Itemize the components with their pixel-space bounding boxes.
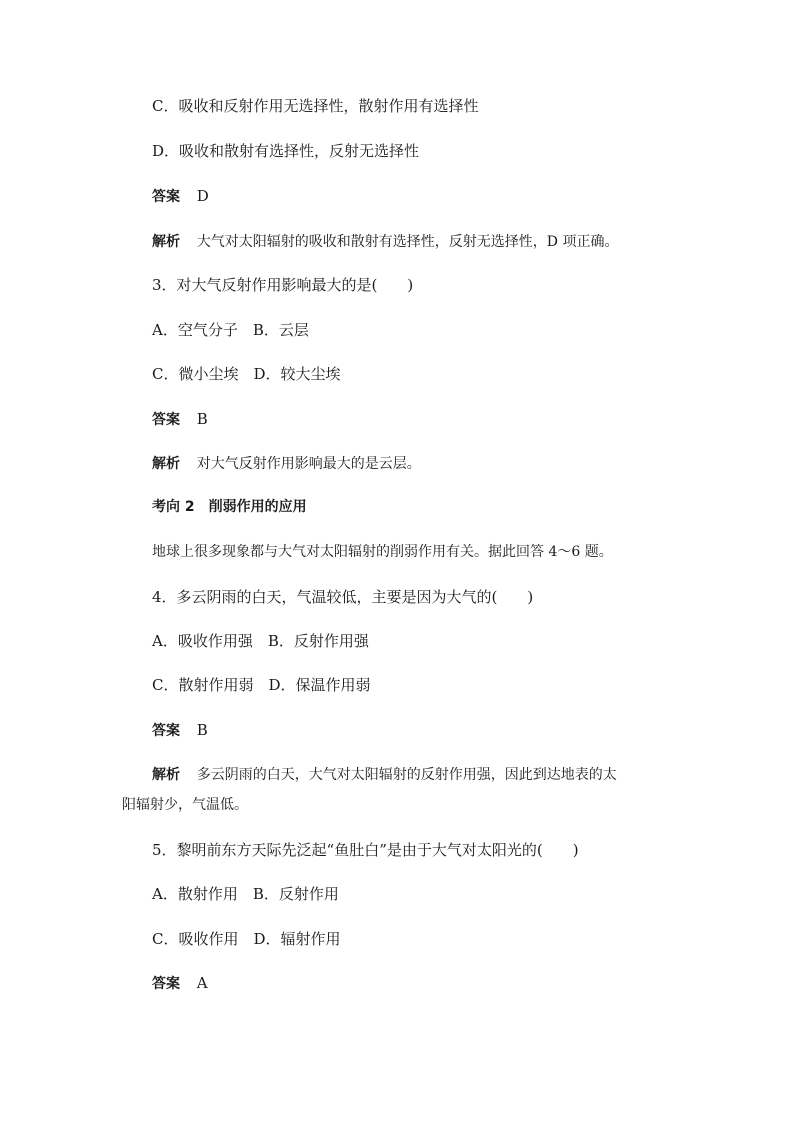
option-line: C．散射作用弱 D．保温作用弱 xyxy=(152,676,371,694)
answer-value: B xyxy=(196,410,208,428)
option-line: A．空气分子 B．云层 xyxy=(152,321,309,339)
question-line: 5．黎明前东方天际先泛起“鱼肚白”是由于大气对太阳光的( ) xyxy=(152,841,579,859)
intro-line: 地球上很多现象都与大气对太阳辐射的削弱作用有关。据此回答 4～6 题。 xyxy=(152,544,613,560)
analysis-continuation: 阳辐射少，气温低。 xyxy=(122,797,248,813)
question-line: 3．对大气反射作用影响最大的是( ) xyxy=(152,276,414,294)
analysis-text: 对大气反射作用影响最大的是云层。 xyxy=(196,456,421,472)
option-line: C．吸收和反射作用无选择性，散射作用有选择性 xyxy=(152,97,479,115)
answer-label: 答案 xyxy=(152,976,180,992)
analysis-line xyxy=(152,764,617,785)
analysis-label: 解析 xyxy=(152,456,180,472)
analysis-line xyxy=(152,453,421,474)
answer-label: 答案 xyxy=(152,189,180,205)
option-line: D．吸收和散射有选择性，反射无选择性 xyxy=(152,142,420,160)
analysis-text: 多云阴雨的白天，大气对太阳辐射的反射作用强，因此到达地表的太 xyxy=(196,767,617,783)
answer-value: A xyxy=(196,974,208,992)
option-line: C．微小尘埃 D．较大尘埃 xyxy=(152,365,341,383)
answer-line xyxy=(152,720,208,741)
answer-line xyxy=(152,973,208,994)
answer-line xyxy=(152,409,208,430)
analysis-line xyxy=(152,231,618,252)
option-line: A．吸收作用强 B．反射作用强 xyxy=(152,632,369,650)
analysis-label: 解析 xyxy=(152,234,180,250)
analysis-text: 大气对太阳辐射的吸收和散射有选择性，反射无选择性，D 项正确。 xyxy=(196,234,619,250)
answer-value: D xyxy=(196,187,209,205)
question-line: 4．多云阴雨的白天，气温较低，主要是因为大气的( ) xyxy=(152,588,534,606)
answer-line xyxy=(152,186,209,207)
section-heading: 考向 2 削弱作用的应用 xyxy=(152,499,307,515)
option-line: A．散射作用 B．反射作用 xyxy=(152,885,339,903)
option-line: C．吸收作用 D．辐射作用 xyxy=(152,930,341,948)
answer-value: B xyxy=(196,721,208,739)
answer-label: 答案 xyxy=(152,412,180,428)
answer-label: 答案 xyxy=(152,723,180,739)
analysis-label: 解析 xyxy=(152,767,180,783)
